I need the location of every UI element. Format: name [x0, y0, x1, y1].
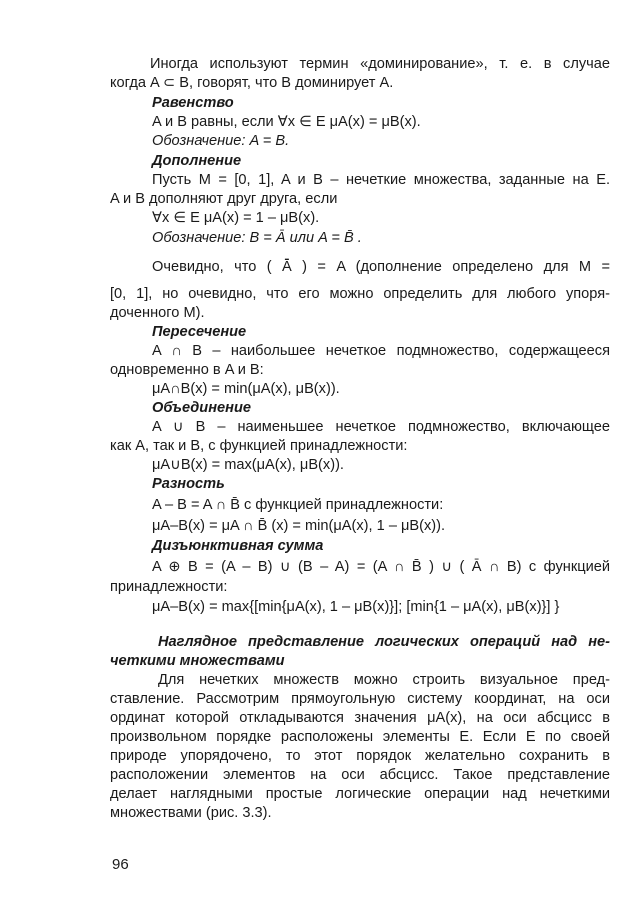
heading-visual-1: Наглядное представление логических операций над не-	[158, 634, 610, 650]
union-line-1: A ∪ B – наименьшее нечеткое подмножество, включающее	[152, 419, 610, 435]
complement-notation: Обозначение: B = Ā или A = B̄ .	[152, 230, 362, 246]
visual-para-line-4: произвольном порядке расположены элементы E. Если E по своей	[110, 729, 610, 745]
complement-obvious-1: Очевидно, что ( Ā̄ ) = A (дополнение определено для M =	[152, 259, 610, 275]
union-formula: μA∪B(x) = max(μA(x), μB(x)).	[152, 457, 344, 473]
intro-line-1: Иногда используют термин «доминирование», т. е. в случае	[150, 56, 610, 72]
page-number: 96	[112, 856, 129, 873]
heading-disjunctive: Дизъюнктивная сумма	[152, 538, 324, 554]
intro-line-2: когда A ⊂ B, говорят, что B доминирует A.	[110, 75, 394, 91]
visual-para-line-5: природе упорядочено, то этот порядок желательно сохранить в	[110, 748, 610, 764]
visual-para-line-6: расположении элементов на оси абсцисс. Такое представление	[110, 767, 610, 783]
intersection-line-2: одновременно в A и B:	[110, 362, 264, 378]
complement-line-2: A и B дополняют друг друга, если	[110, 191, 338, 207]
difference-formula: μA–B(x) = μA ∩ B̄ (x) = min(μA(x), 1 – μB(x)).	[152, 518, 446, 534]
complement-obvious-3: доченного M).	[110, 305, 205, 321]
complement-obvious-2: [0, 1], но очевидно, что его можно определить для любого упоря-	[110, 286, 610, 302]
disjunctive-line-1: A ⊕ B = (A – B) ∪ (B – A) = (A ∩ B̄ ) ∪ ( Ā ∩ B) с функцией	[152, 559, 610, 575]
union-line-2: как A, так и B, с функцией принадлежности:	[110, 438, 408, 454]
visual-para-line-3: ординат которой откладываются значения μA(x), на оси абсцисс в	[110, 710, 610, 726]
heading-difference: Разность	[152, 476, 225, 492]
visual-para-line-2: ставление. Рассмотрим прямоугольную систему координат, на оси	[110, 691, 610, 707]
heading-intersection: Пересечение	[152, 324, 247, 340]
complement-line-3: ∀x ∈ E μA(x) = 1 – μB(x).	[152, 210, 320, 226]
visual-para-line-8: множествами (рис. 3.3).	[110, 805, 272, 821]
equality-line-1: A и B равны, если ∀x ∈ E μA(x) = μB(x).	[152, 114, 421, 130]
difference-line-1: A – B = A ∩ B̄ с функцией принадлежности:	[152, 497, 444, 513]
disjunctive-formula: μA–B(x) = max{[min{μA(x), 1 – μB(x)}]; [min{1 – μA(x), μB(x)}] }	[152, 599, 560, 615]
heading-equality: Равенство	[152, 95, 234, 111]
equality-notation: Обозначение: A = B.	[152, 133, 290, 149]
heading-visual-2: четкими множествами	[110, 653, 285, 669]
intersection-line-1: A ∩ B – наибольшее нечеткое подмножество, содержащееся	[152, 343, 610, 359]
complement-line-1: Пусть M = [0, 1], A и B – нечеткие множества, заданные на E.	[152, 172, 610, 188]
heading-union: Объединение	[152, 400, 251, 416]
heading-complement: Дополнение	[152, 153, 242, 169]
visual-para-line-1: Для нечетких множеств можно строить визуальное пред-	[158, 672, 610, 688]
visual-para-line-7: делает наглядными простые логические операции над нечеткими	[110, 786, 610, 802]
intersection-formula: μA∩B(x) = min(μA(x), μB(x)).	[152, 381, 340, 397]
disjunctive-line-2: принадлежности:	[110, 579, 228, 595]
